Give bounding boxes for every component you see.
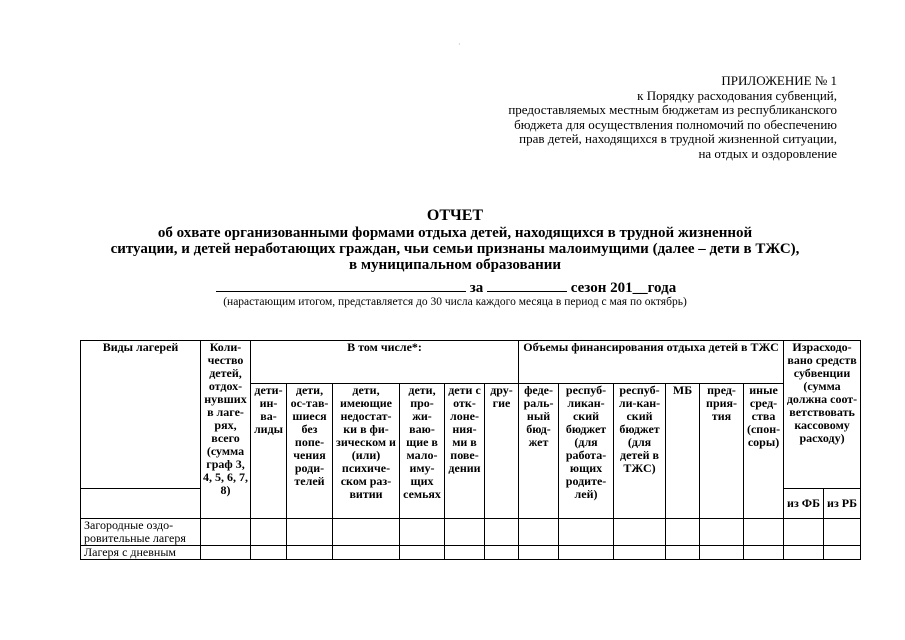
table-cell[interactable] bbox=[559, 519, 614, 546]
table-cell[interactable] bbox=[485, 519, 519, 546]
table-cell[interactable] bbox=[445, 546, 485, 560]
sub-spent-rb: из РБ bbox=[824, 489, 861, 519]
table-cell[interactable] bbox=[201, 546, 251, 560]
sub-spent-fb: из ФБ bbox=[784, 489, 824, 519]
sub-other: дру-гие bbox=[485, 384, 519, 519]
header-kind: Виды лагерей bbox=[81, 341, 201, 489]
table-cell[interactable] bbox=[333, 519, 400, 546]
table-cell[interactable] bbox=[400, 546, 445, 560]
header-spent: Израсходо-вано средств субвенции (сумма должна соот-ветствовать кассовому расходу) bbox=[784, 341, 861, 489]
sub-mb: МБ bbox=[666, 384, 700, 519]
table-cell[interactable] bbox=[251, 546, 287, 560]
sub-enterprises: пред-прия-тия bbox=[700, 384, 744, 519]
sub-republic-tzhs: респуб-ли-кан-ский бюджет (для детей в ТЖС) bbox=[614, 384, 666, 519]
sub-low-income: дети, про-жи-ваю-щие в мало-иму-щих семьях bbox=[400, 384, 445, 519]
table-cell[interactable] bbox=[824, 546, 861, 560]
table-cell[interactable] bbox=[333, 546, 400, 560]
table-cell[interactable] bbox=[666, 519, 700, 546]
report-note: (нарастающим итогом, представляется до 30 числа каждого месяца в период с мая по октябрь) bbox=[223, 296, 687, 308]
table-cell[interactable] bbox=[614, 519, 666, 546]
table-cell[interactable] bbox=[700, 519, 744, 546]
report-main-title: ОТЧЕТ bbox=[426, 207, 484, 224]
table-cell[interactable] bbox=[287, 546, 333, 560]
season-label: сезон 201__года bbox=[570, 280, 677, 296]
table-cell[interactable] bbox=[400, 519, 445, 546]
table-cell[interactable] bbox=[287, 519, 333, 546]
table-cell[interactable] bbox=[485, 546, 519, 560]
season-blank[interactable] bbox=[487, 279, 567, 292]
table-cell[interactable] bbox=[784, 519, 824, 546]
table-cell[interactable] bbox=[519, 519, 559, 546]
scan-dot: · bbox=[458, 40, 461, 49]
sub-federal: феде-раль-ный бюд-жет bbox=[519, 384, 559, 519]
municipality-blank[interactable] bbox=[216, 279, 466, 292]
table-row bbox=[81, 519, 861, 546]
report-table bbox=[80, 340, 861, 560]
sub-disabled: дети-ин-ва-лиды bbox=[251, 384, 287, 519]
table-cell[interactable] bbox=[744, 519, 784, 546]
table-cell[interactable] bbox=[784, 546, 824, 560]
table-row bbox=[81, 546, 861, 560]
appendix-line: прав детей, находящихся в трудной жизненной ситуации, bbox=[519, 131, 837, 147]
header-including: В том числе*: bbox=[251, 341, 519, 384]
report-subtitle-line: ситуации, и детей неработающих граждан, чьи семьи признаны малоимущими (далее – дети в ТЖС), bbox=[110, 241, 800, 257]
table-cell[interactable] bbox=[445, 519, 485, 546]
appendix-line: бюджета для осуществления полномочий по обеспечению bbox=[514, 116, 837, 132]
table-cell[interactable] bbox=[700, 546, 744, 560]
appendix-line: предоставляемых местным бюджетам из республиканского bbox=[508, 102, 837, 118]
sub-orphans: дети, ос-тав-шиеся без попе-чения роди-телей bbox=[287, 384, 333, 519]
table-cell[interactable] bbox=[824, 519, 861, 546]
table-cell[interactable] bbox=[251, 519, 287, 546]
table-cell[interactable] bbox=[201, 519, 251, 546]
report-subtitle-line: в муниципальном образовании bbox=[348, 257, 562, 273]
sub-behavior: дети с отк-лоне-ния-ми в пове-дении bbox=[445, 384, 485, 519]
sub-special-needs: дети, имеющие недостат-ки в фи-зическом и (или) психиче-ском раз-витии bbox=[333, 384, 400, 519]
sub-sponsors: иные сред-ства (спон-соры) bbox=[744, 384, 784, 519]
row-label: Загородные оздо-ровительные лагеря bbox=[81, 519, 201, 546]
header-total: Коли-чество детей, отдох-нувших в лаге-рях, всего (сумма граф 3, 4, 5, 6, 7, 8) bbox=[201, 341, 251, 519]
table-cell[interactable] bbox=[559, 546, 614, 560]
appendix-line: к Порядку расходования субвенций, bbox=[637, 87, 837, 103]
row-label: Лагеря с дневным bbox=[81, 546, 201, 560]
za-label: за bbox=[469, 280, 484, 296]
table-cell[interactable] bbox=[744, 546, 784, 560]
period-line bbox=[216, 279, 676, 297]
appendix-title: ПРИЛОЖЕНИЕ № 1 bbox=[721, 73, 837, 88]
table-cell[interactable] bbox=[666, 546, 700, 560]
report-title bbox=[60, 208, 850, 273]
table-cell[interactable] bbox=[614, 546, 666, 560]
appendix-header bbox=[417, 74, 837, 162]
header-kind-blank bbox=[81, 489, 201, 519]
table-cell[interactable] bbox=[519, 546, 559, 560]
appendix-line: на отдых и оздоровление bbox=[698, 145, 837, 161]
report-subtitle-line: об охвате организованными формами отдыха детей, находящихся в трудной жизненной bbox=[157, 225, 753, 241]
header-volume: Объемы финансирования отдыха детей в ТЖС bbox=[519, 341, 784, 384]
sub-republic-working: респуб-ликан-ский бюджет (для работа-ющих родите-лей) bbox=[559, 384, 614, 519]
